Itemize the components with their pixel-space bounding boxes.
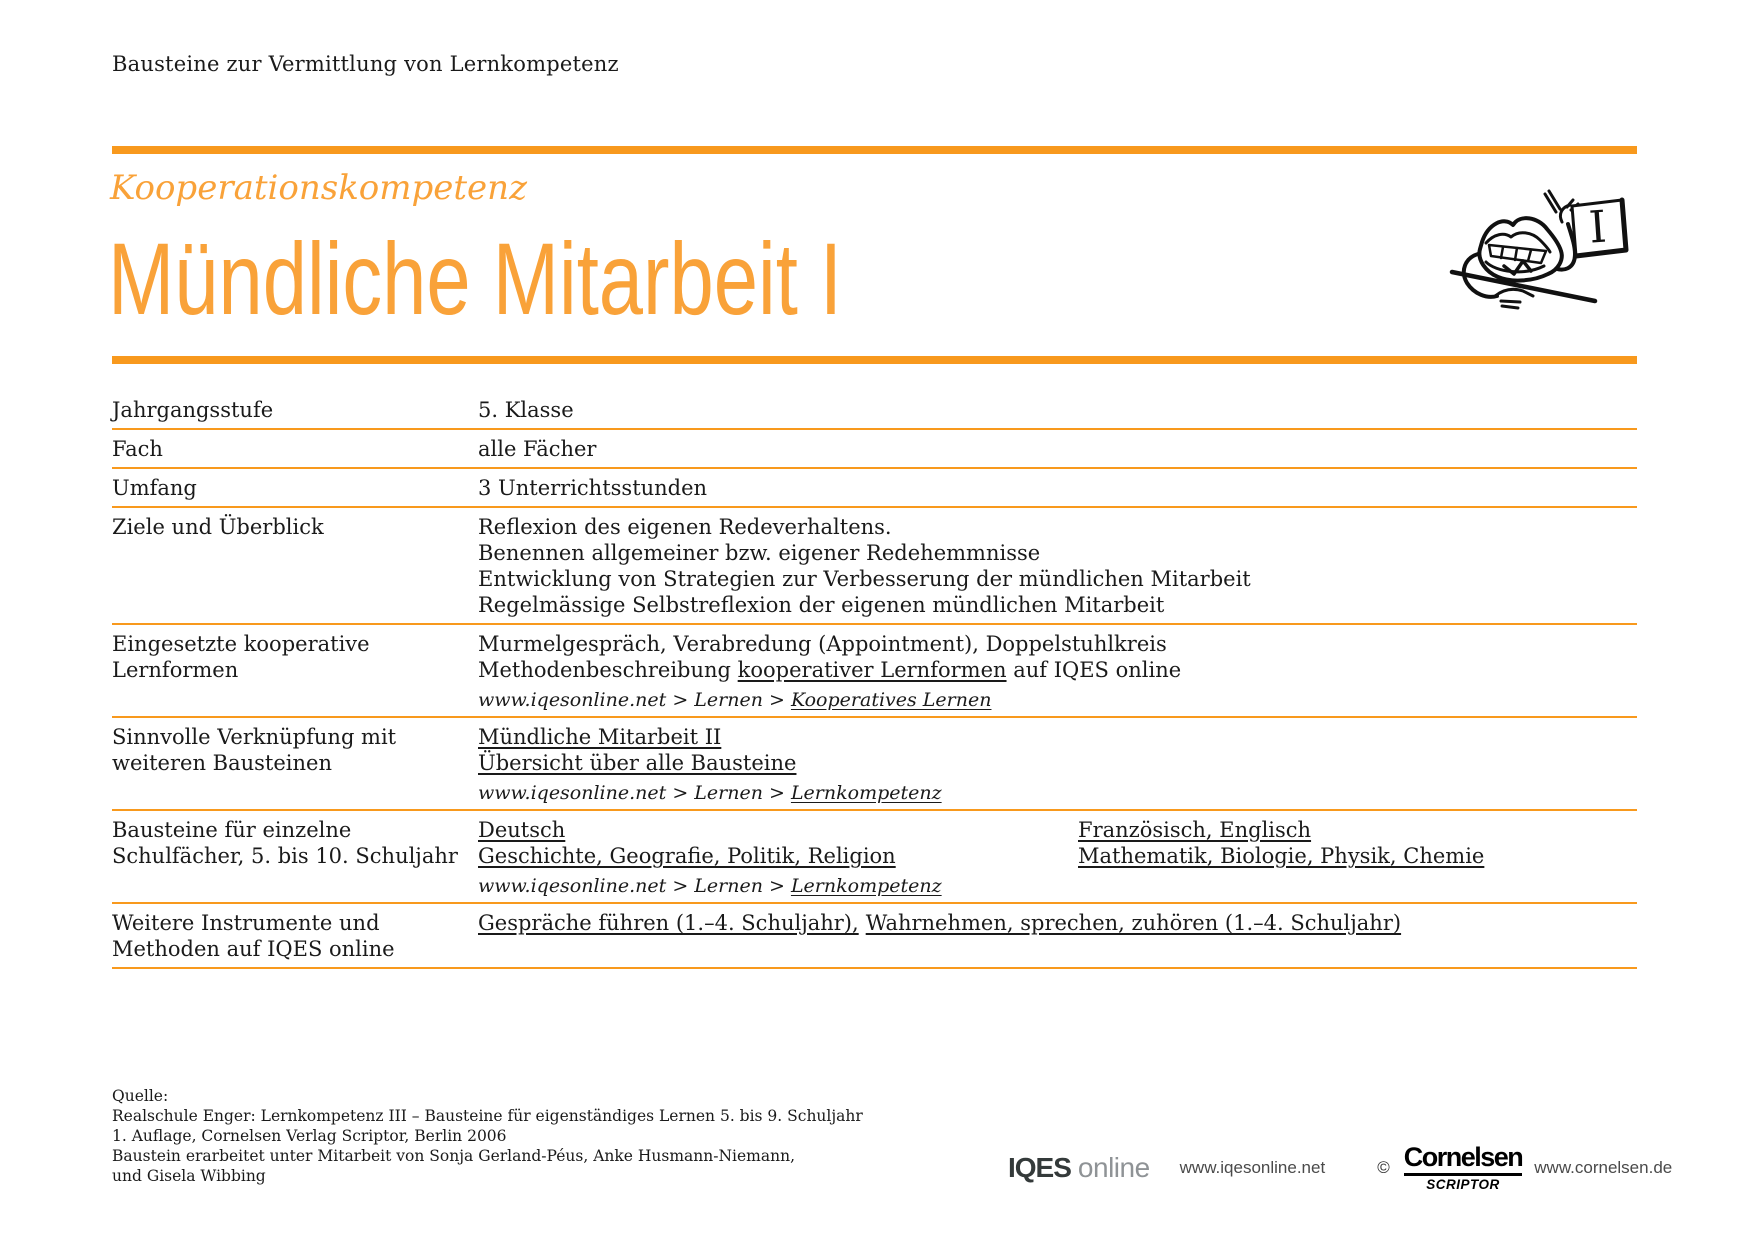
copyright-symbol: © — [1377, 1158, 1390, 1177]
left-hand-fingers — [1495, 289, 1533, 308]
breadcrumb-path — [478, 689, 1637, 711]
table-row-fach — [112, 430, 1637, 469]
breadcrumb-path — [478, 782, 1637, 804]
table-row-ziele — [112, 508, 1637, 625]
row-label: Fach — [112, 437, 163, 461]
source-line: Quelle: — [112, 1087, 169, 1105]
row-label: Ziele und Überblick — [112, 515, 324, 539]
row-value: 3 Unterrichtsstunden — [478, 476, 708, 500]
row-label — [112, 910, 478, 962]
source-line: Realschule Enger: Lernkompetenz III – Bausteine für eigenständiges Lernen 5. bis 9. Schuljahr — [112, 1107, 863, 1125]
label-line: weiteren Bausteinen — [112, 751, 332, 775]
breadcrumb-path — [478, 875, 1078, 897]
subject-column-left — [478, 817, 1078, 897]
link-lernkompetenz[interactable]: Lernkompetenz — [790, 875, 942, 897]
goal-line: Reflexion des eigenen Redeverhaltens. — [478, 515, 892, 539]
iqes-url: www.iqesonline.net — [1179, 1158, 1326, 1177]
goal-line: Regelmässige Selbstreflexion der eigenen mündlichen Mitarbeit — [478, 593, 1165, 617]
goal-line: Entwicklung von Strategien zur Verbesserung der mündlichen Mitarbeit — [478, 567, 1251, 591]
link-lernkompetenz[interactable]: Lernkompetenz — [790, 782, 942, 804]
link-geschichte-geografie-politik-religion[interactable]: Geschichte, Geografie, Politik, Religion — [478, 844, 896, 868]
cornelsen-logo — [1404, 1144, 1523, 1192]
link-uebersicht-bausteine[interactable]: Übersicht über alle Bausteine — [478, 751, 797, 775]
link-deutsch[interactable]: Deutsch — [478, 818, 566, 842]
row-label — [112, 817, 478, 897]
document-series-header: Bausteine zur Vermittlung von Lernkompetenz — [112, 52, 619, 76]
link-kooperatives-lernen[interactable]: Kooperatives Lernen — [790, 689, 992, 711]
source-line: Baustein erarbeitet unter Mitarbeit von Sonja Gerland-Péus, Anke Husmann-Niemann, — [112, 1147, 795, 1165]
methods-description-line — [478, 657, 1637, 683]
link-muendliche-mitarbeit-2[interactable]: Mündliche Mitarbeit II — [478, 725, 722, 749]
cornelsen-wordmark: Cornelsen — [1404, 1144, 1523, 1176]
speaking-mouth-illustration — [1290, 150, 1630, 330]
row-value — [478, 817, 1637, 897]
goal-line: Benennen allgemeiner bzw. eigener Redehemmnisse — [478, 541, 1041, 565]
table-row-umfang — [112, 469, 1637, 508]
subject-column-right — [1078, 817, 1637, 897]
table-row-verknuepfung — [112, 718, 1637, 811]
iqes-logo-online: online — [1077, 1152, 1150, 1183]
row-value — [478, 631, 1637, 711]
methods-line: Murmelgespräch, Verabredung (Appointment), Doppelstuhlkreis — [478, 632, 1167, 656]
row-value — [478, 910, 1637, 962]
path-prefix: www.iqesonline.net > Lernen > — [478, 875, 791, 897]
table-row-lernformen — [112, 625, 1637, 718]
text-suffix: auf IQES online — [1006, 658, 1182, 682]
card-letter: I — [1587, 201, 1609, 254]
text-prefix: Methodenbeschreibung — [478, 658, 738, 682]
link-franzoesisch-englisch[interactable]: Französisch, Englisch — [1078, 818, 1312, 842]
table-row-schulfaecher — [112, 811, 1637, 904]
row-label: Umfang — [112, 476, 197, 500]
source-line: 1. Auflage, Cornelsen Verlag Scriptor, Berlin 2006 — [112, 1127, 507, 1145]
source-line: und Gisela Wibbing — [112, 1167, 266, 1185]
scriptor-wordmark: SCRIPTOR — [1426, 1177, 1500, 1192]
row-value: alle Fächer — [478, 437, 597, 461]
cornelsen-url: www.cornelsen.de — [1534, 1158, 1673, 1177]
label-line: Weitere Instrumente und — [112, 911, 380, 935]
table-row-weitere-instrumente — [112, 904, 1637, 969]
row-value — [478, 724, 1637, 804]
label-line: Methoden auf IQES online — [112, 937, 395, 961]
title-divider-rule — [112, 356, 1637, 364]
label-line: Bausteine für einzelne — [112, 818, 352, 842]
iqes-logo: IQES — [1008, 1152, 1071, 1183]
link-kooperative-lernformen[interactable]: kooperativer Lernformen — [737, 658, 1007, 682]
info-table — [112, 391, 1637, 969]
subject-link-columns — [478, 817, 1637, 897]
label-line: Schulfächer, 5. bis 10. Schuljahr — [112, 844, 458, 868]
label-line: Sinnvolle Verknüpfung mit — [112, 725, 397, 749]
row-value: 5. Klasse — [478, 398, 574, 422]
link-gespraeche-fuehren[interactable]: Gespräche führen (1.–4. Schuljahr), — [478, 911, 859, 935]
link-mathematik-biologie-physik-chemie[interactable]: Mathematik, Biologie, Physik, Chemie — [1078, 844, 1485, 868]
row-label — [112, 724, 478, 804]
path-prefix: www.iqesonline.net > Lernen > — [478, 689, 791, 711]
row-value — [478, 514, 1637, 618]
table-row-jahrgangsstufe — [112, 391, 1637, 430]
page-title: Mündliche Mitarbeit I — [108, 222, 843, 336]
row-label: Eingesetzte kooperative Lernformen — [112, 632, 370, 682]
source-block — [112, 1086, 863, 1186]
footer-logo-bar — [1008, 1142, 1673, 1192]
row-label: Jahrgangsstufe — [112, 398, 274, 422]
path-prefix: www.iqesonline.net > Lernen > — [478, 782, 791, 804]
competence-category: Kooperationskompetenz — [110, 168, 527, 208]
link-wahrnehmen-sprechen-zuhoeren[interactable]: Wahrnehmen, sprechen, zuhören (1.–4. Schuljahr) — [865, 911, 1402, 935]
